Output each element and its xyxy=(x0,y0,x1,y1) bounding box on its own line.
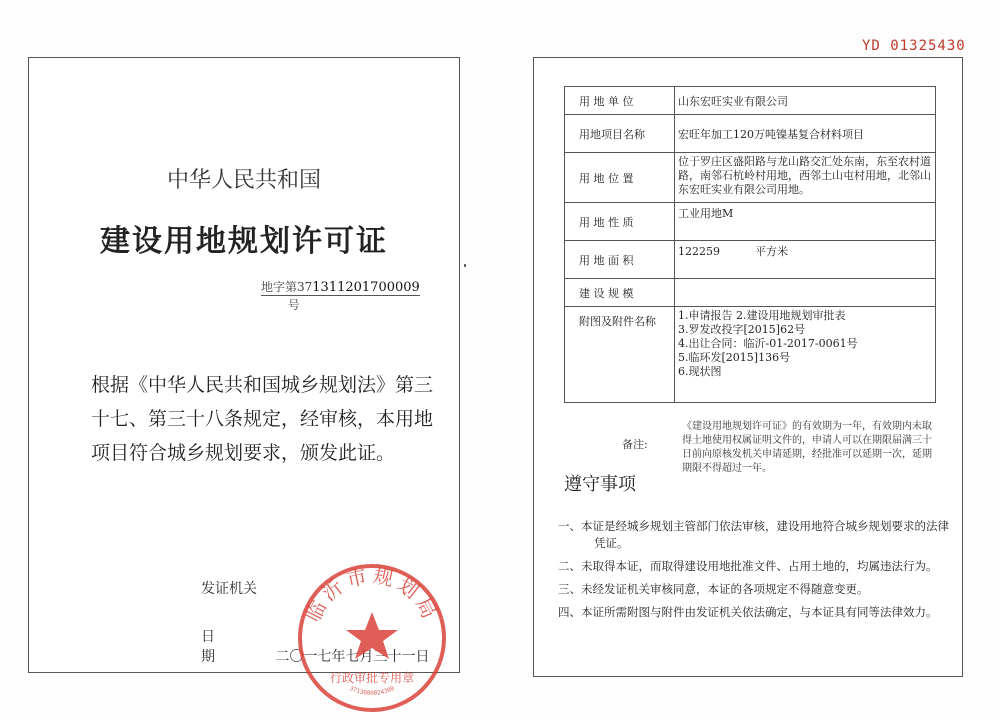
certificate-front-page xyxy=(28,57,460,697)
certificate-body: 根据《中华人民共和国城乡规划法》第三十七、第三十八条规定，经审核，本用地项目符合城乡规划要求，颁发此证。 xyxy=(91,374,434,464)
date-label: 日 期 xyxy=(201,629,233,665)
row-value xyxy=(675,241,936,279)
issuer-label: 发证机关 xyxy=(201,581,257,597)
land-info-table xyxy=(564,86,936,403)
cert-number-value: 1311201700009 xyxy=(312,280,420,295)
rules-title: 遵守事项 xyxy=(564,474,636,495)
table-row xyxy=(565,115,936,153)
row-label: 用地项目名称 xyxy=(565,115,675,153)
table-row xyxy=(565,203,936,241)
country-name: 中华人民共和国 xyxy=(166,168,321,193)
seal-code: 3713000024300 xyxy=(348,684,396,697)
table-row xyxy=(565,87,936,115)
attachment-item: 6.现状图 xyxy=(678,365,722,378)
certificate-back-page xyxy=(533,57,963,677)
row-label: 用 地 性 质 xyxy=(565,203,675,241)
rule-item: 一、本证是经城乡规划主管部门依法审核，建设用地符合城乡规划要求的法律凭证。 xyxy=(558,519,949,550)
row-label: 用 地 单 位 xyxy=(565,87,675,115)
table-row xyxy=(565,241,936,279)
attachment-list xyxy=(675,307,936,403)
serial-number: YD 01325430 xyxy=(862,38,966,54)
notes-text: 《建设用地规划许可证》的有效期为一年，有效期内未取得土地使用权属证明文件的，申请人可以在期限届满三十日前向原核发机关申请延期，经批准可以延期一次，延期期限不得超过一年。 xyxy=(682,421,932,474)
row-label: 附图及附件名称 xyxy=(565,307,675,403)
table-row xyxy=(565,307,936,403)
row-label: 用 地 面 积 xyxy=(565,241,675,279)
attachment-item: 3.罗发改投字[2015]62号 xyxy=(678,323,806,336)
rules-list xyxy=(558,518,950,627)
seal-text: 临沂市规划局 xyxy=(300,563,444,626)
decorative-mark xyxy=(464,264,466,267)
notes-label: 备注: xyxy=(622,438,648,451)
date-value: 二〇一七年七月三十一日 xyxy=(275,649,430,665)
area-value: 122259 xyxy=(678,245,720,258)
table-row xyxy=(565,279,936,307)
attachment-item: 5.临环发[2015]136号 xyxy=(678,351,791,364)
row-label: 建 设 规 模 xyxy=(565,279,675,307)
rule-item: 三、未经发证机关审核同意，本证的各项规定不得随意变更。 xyxy=(558,582,869,596)
row-value: 位于罗庄区盛阳路与龙山路交汇处东南，东至农村道路，南邻石杭岭村用地，西邻土山屯村用地，北邻山东宏旺实业有限公司用地。 xyxy=(675,153,936,203)
cert-prefix: 地字第37 xyxy=(261,280,313,294)
certificate-number xyxy=(261,278,459,313)
svg-text:3713000024300 xyxy=(348,685,395,697)
attachment-item: 4.出让合同：临沂-01-2017-0061号 xyxy=(678,337,858,350)
row-value: 宏旺年加工120万吨镍基复合材料项目 xyxy=(675,115,936,153)
rule-item: 四、本证所需附图与附件由发证机关依法确定，与本证具有同等法律效力。 xyxy=(558,605,938,619)
area-unit: 平方米 xyxy=(754,245,788,258)
cert-suffix: 号 xyxy=(287,298,300,312)
row-label: 用 地 位 置 xyxy=(565,153,675,203)
table-row xyxy=(565,153,936,203)
attachment-item: 1.申请报告 2.建设用地规划审批表 xyxy=(678,309,846,322)
row-value xyxy=(675,279,936,307)
certificate-title: 建设用地规划许可证 xyxy=(100,224,388,259)
seal-subtext: 行政审批专用章 xyxy=(329,671,415,685)
row-value: 山东宏旺实业有限公司 xyxy=(675,87,936,115)
rule-item: 二、未取得本证，而取得建设用地批准文件、占用土地的，均属违法行为。 xyxy=(558,559,938,573)
row-value: 工业用地M xyxy=(675,203,936,241)
official-seal-icon xyxy=(287,550,457,720)
